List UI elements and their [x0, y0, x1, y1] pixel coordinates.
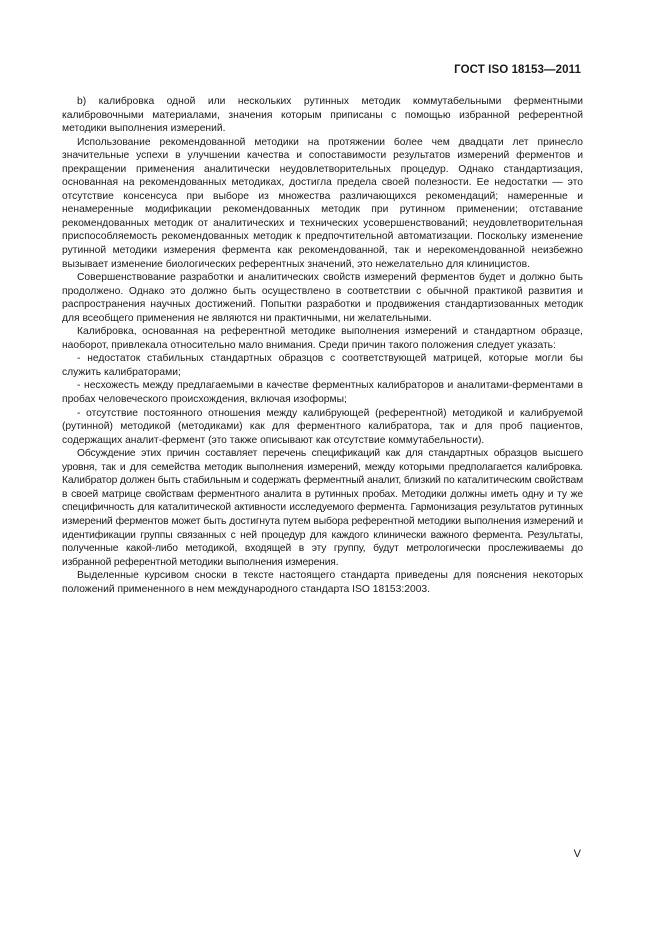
paragraph-reference-calibration: Калибровка, основанная на референтной методике выполнения измерений и стандартном образце, наоборот, привлекала относительно мало внимания. Среди причин такого положения следует указать:	[62, 326, 583, 351]
standard-designation: ГОСТ ISO 18153—2011	[454, 64, 581, 76]
list-item-commutability: - отсутствие постоянного отношения между калибрующей (референтной) методикой и калибруемой (рутинной) методикой (методиками) как для ферментного калибратора, так и для проб пациентов, содержащих аналит-фермент (это также описывают как отсутствие коммутабельности).	[62, 407, 583, 446]
list-item-dissimilarity: - несхожесть между предлагаемыми в качестве ферментных калибраторов и аналитами-ферментами в пробах человеческого происхождения, включая изоформы;	[62, 380, 583, 406]
page-number: V	[573, 848, 581, 860]
paragraph-specifications: Обсуждение этих причин составляет перечень спецификаций как для стандартных образцов высшего уровня, так и для семейства методик выполнения измерений, между которыми предполагается калибровка. Калибратор должен быть стабильным и содержать ферментный аналит, близкий по каталитическим свойствам в своей матрице свойствам ферментного аналита в рутинных пробах. Методики должны иметь одну и ту же специфичность для каталитической активности исследуемого фермента. Гармонизация результатов рутинных измерений ферментов может быть достигнута путем выбора референтной методики выполнения измерений и идентификации группы связанных с ней процедур для каждого клинически важного фермента. Результаты, полученные какой-либо методикой, входящей в эту группу, будут метрологически прослеживаемы до избранной референтной методики выполнения измерения.	[62, 448, 583, 568]
paragraph-recommended-method: Использование рекомендованной методики на протяжении более чем двадцати лет принесло значительные успехи в улучшении качества и сопоставимости результатов измерений ферментов и прекращении применения аналитически неудовлетворительных процедур. Однако стандартизация, основанная на рекомендованных методиках, достигла предела своей полезности. Ее недостатки — это отсутствие консенсуса при выборе из множества различающихся рекомендаций; намеренные и ненамеренные модификации рекомендованных методик при рутинном применении; отставание рекомендованных методик от аналитических и технических усовершенствований; неудовлетворительная приспособляемость рекомендованных методик к предпочтительной автоматизации. Поскольку изменение рутинной методики измерения фермента как рекомендованной, так и нерекомендованной неизбежно вызывает изменение биологических референтных значений, это нежелательно для клиницистов.	[62, 136, 583, 270]
paragraph-calibration-b: b) калибровка одной или нескольких рутинных методик коммутабельными ферментными калибровочными материалами, значения которым приписаны с помощью избранной референтной методики выполнения измерений.	[62, 96, 583, 135]
paragraph-improvement: Совершенствование разработки и аналитических свойств измерений ферментов будет и должно быть продолжено. Однако это должно быть осуществлено в соответствии с обычной практикой развития и распространения научных достижений. Попытки разработки и продвижения стандартизованных методик для всеобщего применения не являются ни практичными, ни желательными.	[62, 272, 583, 324]
paragraph-italic-footnotes: Выделенные курсивом сноски в тексте настоящего стандарта приведены для пояснения некоторых положений примененного в нем международного стандарта ISO 18153:2003.	[62, 570, 583, 595]
list-item-stable-materials: - недостаток стабильных стандартных образцов с соответствующей матрицей, которые могли бы служить калибраторами;	[62, 353, 583, 378]
body-text	[62, 95, 583, 596]
